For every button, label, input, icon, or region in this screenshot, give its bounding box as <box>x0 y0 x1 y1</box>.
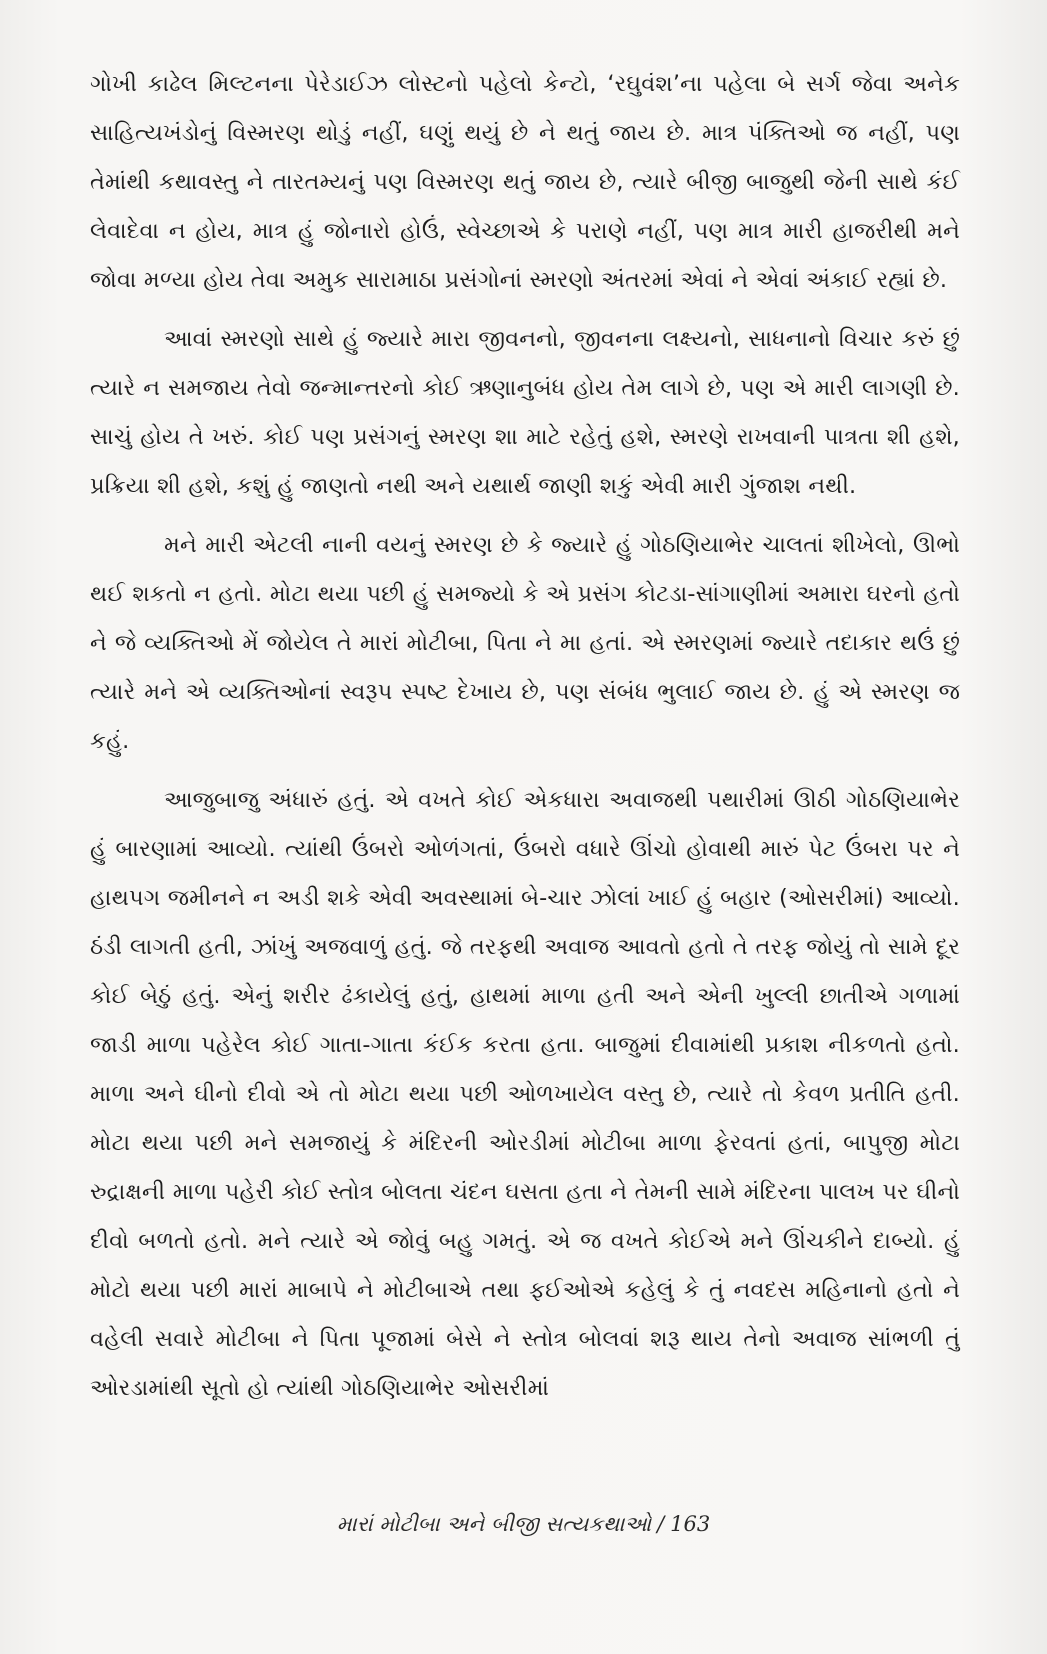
paragraph-4: આજુબાજુ અંધારું હતું. એ વખતે કોઈ એકધારા અવાજથી પથારીમાં ઊઠી ગોઠણિયાભેર હું બારણામાં આવ્યો. ત્યાંથી ઉંબરો ઓળંગતાં, ઉંબરો વધારે ઊંચો હોવાથી મારું પેટ ઉંબરા પર ને હાથપગ જમીનને ન અડી શકે એવી અવસ્થામાં બે-ચાર ઝોલાં ખાઈ હું બહાર (ઓસરીમાં) આવ્યો. ઠંડી લાગતી હતી, ઝાંખું અજવાળું હતું. જે તરફથી અવાજ આવતો હતો તે તરફ જોયું તો સામે દૂર કોઈ બેઠું હતું. એનું શરીર ઢંકાયેલું હતું, હાથમાં માળા હતી અને એની ખુલ્લી છાતીએ ગળામાં જાડી માળા પહેરેલ કોઈ ગાતા-ગાતા કંઈક કરતા હતા. બાજુમાં દીવામાંથી પ્રકાશ નીકળતો હતો. માળા અને ઘીનો દીવો એ તો મોટા થયા પછી ઓળખાયેલ વસ્તુ છે, ત્યારે તો કેવળ પ્રતીતિ હતી. મોટા થયા પછી મને સમજાયું કે મંદિરની ઓરડીમાં મોટીબા માળા ફેરવતાં હતાં, બાપુજી મોટા રુદ્રાક્ષની માળા પહેરી કોઈ સ્તોત્ર બોલતા ચંદન ઘસતા હતા ને તેમની સામે મંદિરના પાલખ પર ઘીનો દીવો બળતો હતો. મને ત્યારે એ જોવું બહુ ગમતું. એ જ વખતે કોઈએ મને ઊંચકીને દાબ્યો. હું મોટો થયા પછી મારાં માબાપે ને મોટીબાએ તથા ફઈઓએ કહેલું કે તું નવદસ મહિનાનો હતો ને વહેલી સવારે મોટીબા ને પિતા પૂજામાં બેસે ને સ્તોત્ર બોલવાં શરૂ થાય તેનો અવાજ સાંભળી તું ઓરડામાંથી સૂતો હો ત્યાંથી ગોઠણિયાભેર ઓસરીમાં <box>90 787 960 1401</box>
paragraph-2: આવાં સ્મરણો સાથે હું જ્યારે મારા જીવનનો, જીવનના લક્ષ્યનો, સાધનાનો વિચાર કરું છું ત્યારે ન સમજાય તેવો જન્માન્તરનો કોઈ ઋણાનુબંધ હોય તેમ લાગે છે, પણ એ મારી લાગણી છે. સાચું હોય તે ખરું. કોઈ પણ પ્રસંગનું સ્મરણ શા માટે રહેતું હશે, સ્મરણે રાખવાની પાત્રતા શી હશે, પ્રક્રિયા શી હશે, કશું હું જાણતો નથી અને યથાર્થ જાણી શકું એવી મારી ગુંજાશ નથી. <box>90 326 960 499</box>
paragraph-1: ગોખી કાઢેલ મિલ્ટનના પેરેડાઈઝ લોસ્ટનો પહેલો કેન્ટો, ‘રઘુવંશ’ના પહેલા બે સર્ગ જેવા અનેક સાહિત્યખંડોનું વિસ્મરણ થોડું નહીં, ઘણું થયું છે ને થતું જાય છે. માત્ર પંક્તિઓ જ નહીં, પણ તેમાંથી કથાવસ્તુ ને તારતમ્યનું પણ વિસ્મરણ થતું જાય છે, ત્યારે બીજી બાજુથી જેની સાથે કંઈ લેવાદેવા ન હોય, માત્ર હું જોનારો હોઉં, સ્વેચ્છાએ કે પરાણે નહીં, પણ માત્ર મારી હાજરીથી મને જોવા મળ્યા હોય તેવા અમુક સારામાઠા પ્રસંગોનાં સ્મરણો અંતરમાં એવાં ને એવાં અંકાઈ રહ્યાં છે. <box>90 71 960 293</box>
footer-separator: / <box>657 1512 665 1536</box>
book-title: મારાં મોટીબા અને બીજી સત્યકથાઓ <box>336 1512 652 1536</box>
body-text <box>90 60 960 1423</box>
page-number: 163 <box>670 1512 711 1536</box>
paragraph-3: મને મારી એટલી નાની વયનું સ્મરણ છે કે જ્યારે હું ગોઠણિયાભેર ચાલતાં શીખેલો, ઊભો થઈ શકતો ન હતો. મોટા થયા પછી હું સમજ્યો કે એ પ્રસંગ કોટડા-સાંગાણીમાં અમારા ઘરનો હતો ને જે વ્યક્તિઓ મેં જોયેલ તે મારાં મોટીબા, પિતા ને મા હતાં. એ સ્મરણમાં જ્યારે તદાકાર થઉં છું ત્યારે મને એ વ્યક્તિઓનાં સ્વરૂપ સ્પષ્ટ દેખાય છે, પણ સંબંધ ભુલાઈ જાય છે. હું એ સ્મરણ જ કહું. <box>90 532 960 754</box>
page-footer <box>0 1512 1047 1537</box>
